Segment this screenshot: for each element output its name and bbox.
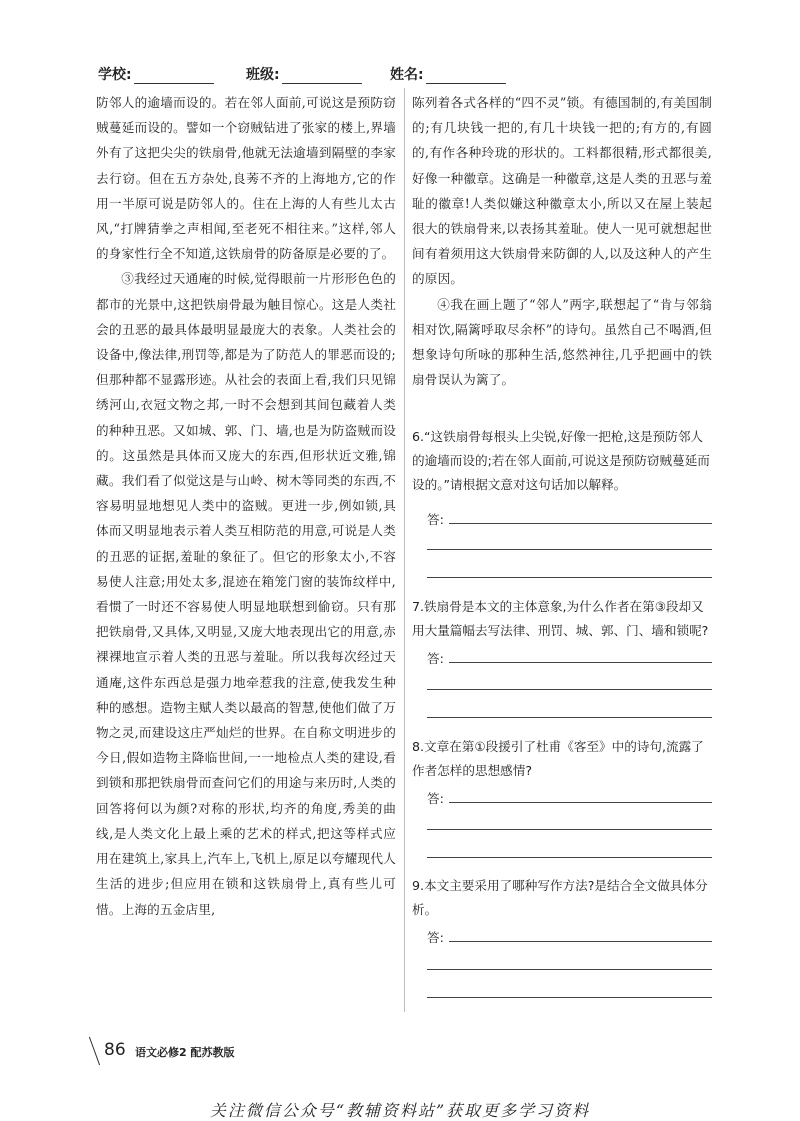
school-blank[interactable]	[134, 69, 214, 84]
name-label: 姓名:	[390, 67, 424, 83]
answer-line[interactable]	[427, 549, 712, 550]
school-label: 学校:	[98, 67, 132, 83]
answer-line[interactable]	[449, 523, 712, 524]
answer-line[interactable]	[427, 997, 712, 998]
answer-line[interactable]	[427, 689, 712, 690]
watermark-text: 关注微信公众号“教辅资料站”获取更多学习资料	[209, 1101, 591, 1120]
name-blank[interactable]	[426, 69, 506, 84]
answer-line[interactable]	[427, 717, 712, 718]
answer-line[interactable]	[427, 829, 712, 830]
student-info-header	[98, 64, 738, 86]
answer-line[interactable]	[449, 802, 712, 803]
answer-row-8[interactable]	[427, 788, 712, 808]
class-label: 班级:	[246, 67, 280, 83]
name-field[interactable]	[390, 64, 506, 84]
class-field[interactable]	[246, 64, 362, 84]
passage-paragraph-4: ④我在画上题了“邻人”两字,联想起了“肯与邻翁相对饮,隔篱呼取尽余杯”的诗句。虽然自己不喝酒,但想象诗句所咏的那种生活,悠然神往,几乎把画中的铁扇骨误认为篱了。	[412, 296, 712, 388]
question-9: 9.本文主要采用了哪种写作方法?是结合全文做具体分析。	[412, 878, 708, 917]
school-field[interactable]	[98, 64, 214, 84]
passage-paragraph: 陈列着各式各样的“四不灵”锁。有德国制的,有美国制的;有几块钱一把的,有几十块钱一把的;有方的,有圆的,有作各种玲珑的形状的。工料都很精,形式都很美,好像一种徽章。这确是一种徽章,这是人类的丑恶与羞耻的徽章!人类似嫌这种徽章太小,所以又在屋上装起很大的铁扇骨来,以表扬其羞耻。使人一见可就想起世间有着须用这大铁扇骨来防御的人,以及这种人的产生的原因。	[412, 95, 712, 287]
question-8: 8.文章在第①段援引了杜甫《客至》中的诗句,流露了作者怎样的思想感情?	[412, 739, 704, 778]
reading-passage-left	[96, 90, 396, 922]
class-blank[interactable]	[282, 69, 362, 84]
answer-label: 答:	[427, 651, 444, 666]
book-title: 语文必修2 配苏教版	[135, 1046, 235, 1059]
question-7: 7.铁扇骨是本文的主体意象,为什么作者在第③段却又用大量篇幅去写法律、刑罚、城、郭、门、墙和锁呢?	[412, 599, 709, 638]
answer-label: 答:	[427, 930, 444, 945]
column-divider	[404, 88, 405, 1012]
answer-row-6[interactable]	[427, 509, 712, 529]
reading-passage-right	[412, 90, 712, 392]
answer-line[interactable]	[427, 969, 712, 970]
answer-line[interactable]	[449, 941, 712, 942]
footer-slash-decoration	[89, 1037, 100, 1066]
question-6: 6.“这铁扇骨每根头上尖锐,好像一把枪,这是预防邻人的逾墙而设的;若在邻人面前,可说这是预防窃贼蔓延而设的。”请根据文意对这句话加以解释。	[412, 429, 710, 492]
passage-paragraph: 防邻人的逾墙而设的。若在邻人面前,可说这是预防窃贼蔓延而设的。譬如一个窃贼钻进了张家的楼上,界墙外有了这把尖尖的铁扇骨,他就无法逾墙到隔壁的李家去行窃。但在五方杂处,良莠不齐的上海地方,它的作用一半原可说是防邻人的。住在上海的人有些儿太古风,“打牌猜拳之声相闻,至老死不相往来。”这样,邻人的身家性行全不知道,这铁扇骨的防备原是必要的了。	[96, 95, 396, 262]
page-number: 86	[104, 1040, 126, 1060]
answer-label: 答:	[427, 512, 444, 527]
answer-line[interactable]	[427, 577, 712, 578]
answer-row-7[interactable]	[427, 648, 712, 668]
passage-paragraph-3: ③我经过天通庵的时候,觉得眼前一片形形色色的都市的光景中,这把铁扇骨最为触目惊心。这是人类社会的丑恶的最具体最明显最庞大的表象。人类社会的设备中,像法律,刑罚等,都是为了防范人的罪恶而设的;但那种都不显露形迹。从社会的表面上看,我们只见锦绣河山,衣冠文物之邦,一时不会想到其间包藏着人类的种种丑恶。又如城、郭、门、墙,也是为防盗贼而设的。这虽然是具体而又庞大的东西,但形状近文雅,锦藏。我们看了似觉这是与山岭、树木等同类的东西,不容易明显地想见人类中的盗贼。更进一步,例如锁,具体而又明显地表示着人类互相防范的用意,可说是人类的丑恶的证据,羞耻的象征了。但它的形象太小,不容易使人注意;用处太多,混迹在箱笼门窗的装饰纹样中,看惯了一时还不容易使人明显地联想到偷窃。只有那把铁扇骨,又具体,又明显,又庞大地表现出它的用意,赤裸裸地宣示着人类的丑恶与羞耻。所以我每次经过天通庵,这件东西总是强力地牵惹我的注意,使我发生种种的感想。造物主赋人类以最高的智慧,使他们做了万物之灵,而建设这庄严灿烂的世界。在自称文明进步的今日,假如造物主降临世间,一一地检点人类的建设,看到锁和那把铁扇骨而查问它们的用途与来历时,人类的回答将何以为颜?对称的形状,均齐的角度,秀美的曲线,是人类文化上最上乘的艺术的样式,把这等样式应用在建筑上,家具上,汽车上,飞机上,原足以夸耀现代人生活的进步;但应用在锁和这铁扇骨上,真有些儿可惜。上海的五金店里,	[96, 271, 396, 917]
answer-label: 答:	[427, 791, 444, 806]
answer-line[interactable]	[427, 857, 712, 858]
answer-row-9[interactable]	[427, 927, 712, 947]
answer-line[interactable]	[449, 662, 712, 663]
